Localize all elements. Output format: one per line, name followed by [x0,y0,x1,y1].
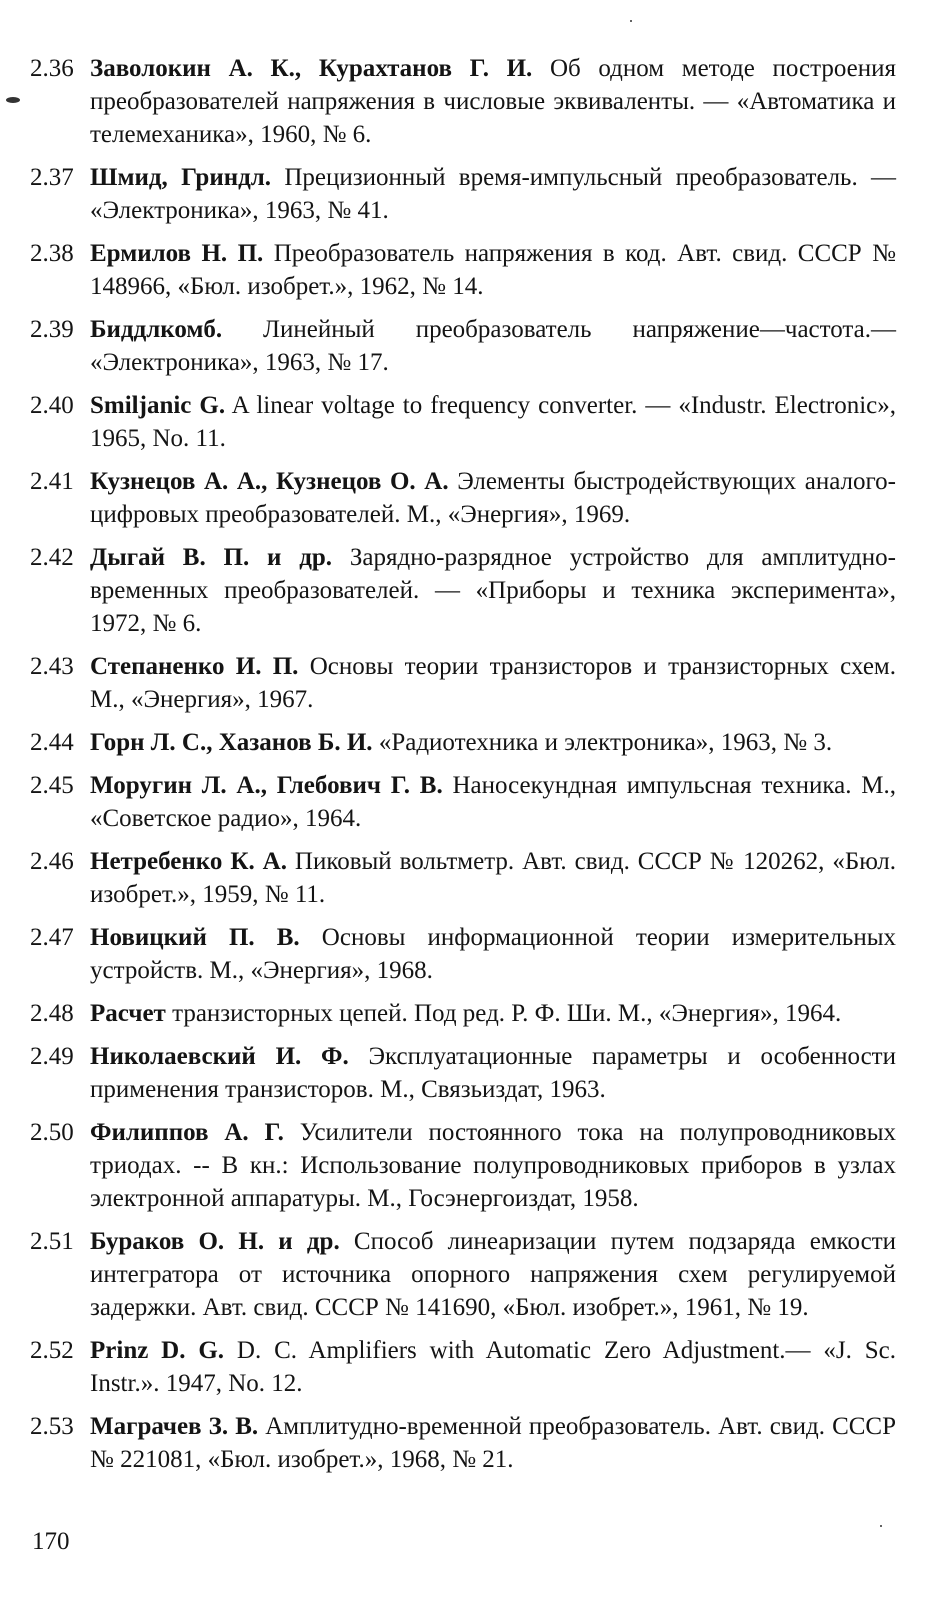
reference-item [30,313,896,379]
reference-author: Шмид, Гриндл. [90,164,272,191]
reference-text: D. C. Amplifiers with Automatic Zero Adjustment.— «J. Sc. Instr.». 1947, No. 12. [90,1337,896,1397]
reference-text: Прецизионный время-импульсный преобразователь. — «Электроника», 1963, № 41. [90,164,897,224]
reference-item [30,650,896,716]
reference-body [90,650,896,716]
reference-text: Наносекундная импульсная техника. М., «Советское радио», 1964. [90,772,896,832]
reference-text: Об одном методе построения преобразователей напряжения в числовые эквиваленты. — «Автоматика и телемеханика», 1960, № 6. [90,55,897,148]
reference-number: 2.38 [30,240,74,267]
reference-author: Степаненко И. П. [90,653,299,680]
reference-item [30,465,896,531]
reference-number: 2.42 [30,544,74,571]
reference-item [30,1334,896,1400]
reference-text: Амплитудно-временной преобразователь. Авт. свид. СССР № 221081, «Бюл. изобрет.», 1968, № 21. [90,1413,896,1473]
reference-text: Линейный преобразователь напряжение—частота.— «Электроника», 1963, № 17. [90,316,896,376]
reference-body [90,726,896,759]
reference-author: Ермилов Н. П. [90,240,264,267]
reference-body [90,1116,896,1215]
reference-author: Заволокин А. К., Курахтанов Г. И. [90,55,533,82]
print-speck [630,20,632,22]
reference-number: 2.45 [30,772,74,799]
reference-author: Николаевский И. Ф. [90,1043,349,1070]
reference-item [30,1410,896,1476]
reference-author: Расчет [90,1000,166,1027]
reference-item [30,237,896,303]
reference-item [30,845,896,911]
reference-text: транзисторных цепей. Под ред. Р. Ф. Ши. М., «Энергия», 1964. [165,1000,842,1027]
reference-text: Преобразователь напряжения в код. Авт. свид. СССР № 148966, «Бюл. изобрет.», 1962, № 14. [90,240,896,300]
reference-body [90,921,896,987]
reference-text: Основы теории транзисторов и транзисторных схем. М., «Энергия», 1967. [90,653,896,713]
reference-body [90,1225,896,1324]
reference-item [30,921,896,987]
reference-author: Кузнецов А. А., Кузнецов О. А. [90,468,449,495]
reference-number: 2.43 [30,653,74,680]
reference-number: 2.36 [30,55,74,82]
reference-author: Prinz D. G. [90,1337,225,1364]
reference-body [90,541,896,640]
reference-number: 2.48 [30,1000,74,1027]
reference-number: 2.40 [30,392,74,419]
print-speck [6,97,20,103]
reference-list [30,52,896,1486]
reference-author: Новицкий П. В. [90,924,300,951]
reference-number: 2.47 [30,924,74,951]
print-speck [880,1525,882,1527]
reference-number: 2.53 [30,1413,74,1440]
reference-number: 2.41 [30,468,74,495]
reference-body [90,389,896,455]
reference-number: 2.37 [30,164,74,191]
reference-author: Бураков О. Н. и др. [90,1228,340,1255]
reference-number: 2.52 [30,1337,74,1364]
reference-body [90,997,896,1030]
reference-author: Маграчев З. В. [90,1413,259,1440]
reference-item [30,52,896,151]
reference-author: Моругин Л. А., Глебович Г. В. [90,772,443,799]
reference-number: 2.49 [30,1043,74,1070]
reference-text: Основы информационной теории измерительных устройств. М., «Энергия», 1968. [90,924,897,984]
reference-author: Нетребенко К. А. [90,848,287,875]
reference-body [90,1410,896,1476]
reference-item [30,1040,896,1106]
reference-number: 2.46 [30,848,74,875]
reference-item [30,997,896,1030]
reference-body [90,313,896,379]
reference-author: Smiljanic G. [90,392,226,419]
reference-text: Усилители постоянного тока на полупроводниковых триодах. -- В кн.: Использование полупроводниковых приборов в узлах электронной аппаратуры. М., Госэнергоиздат, 1958. [90,1119,896,1212]
reference-body [90,769,896,835]
reference-author: Горн Л. С., Хазанов Б. И. [90,729,373,756]
reference-body [90,465,896,531]
reference-body [90,1334,896,1400]
reference-text: Эксплуатационные параметры и особенности применения транзисторов. М., Связьиздат, 1963. [90,1043,896,1103]
reference-item [30,389,896,455]
reference-text: «Радиотехника и электроника», 1963, № 3. [372,729,833,756]
reference-author: Дыгай В. П. и др. [90,544,333,571]
reference-text: Элементы быстродействующих аналого-цифровых преобразователей. М., «Энергия», 1969. [90,468,896,528]
reference-number: 2.51 [30,1228,74,1255]
reference-body [90,52,896,151]
reference-author: Биддлкомб. [90,316,223,343]
reference-text: Зарядно-разрядное устройство для амплитудно-временных преобразователей. — «Приборы и техника эксперимента», 1972, № 6. [90,544,896,637]
reference-text: A linear voltage to frequency converter. — «Industr. Electronic», 1965, No. 11. [90,392,896,452]
reference-author: Филиппов А. Г. [90,1119,284,1146]
reference-text: Пиковый вольтметр. Авт. свид. СССР № 120262, «Бюл. изобрет.», 1959, № 11. [90,848,896,908]
page-number: 170 [32,1528,70,1555]
reference-item [30,161,896,227]
reference-text: Способ линеаризации путем подзаряда емкости интегратора от источника опорного напряжения схем регулируемой задержки. Авт. свид. СССР № 141690, «Бюл. изобрет.», 1961, № 19. [90,1228,897,1321]
reference-number: 2.50 [30,1119,74,1146]
reference-body [90,161,896,227]
reference-body [90,237,896,303]
reference-item [30,1225,896,1324]
reference-body [90,1040,896,1106]
reference-item [30,1116,896,1215]
reference-item [30,541,896,640]
reference-body [90,845,896,911]
reference-number: 2.44 [30,729,74,756]
reference-item [30,726,896,759]
reference-item [30,769,896,835]
reference-number: 2.39 [30,316,74,343]
